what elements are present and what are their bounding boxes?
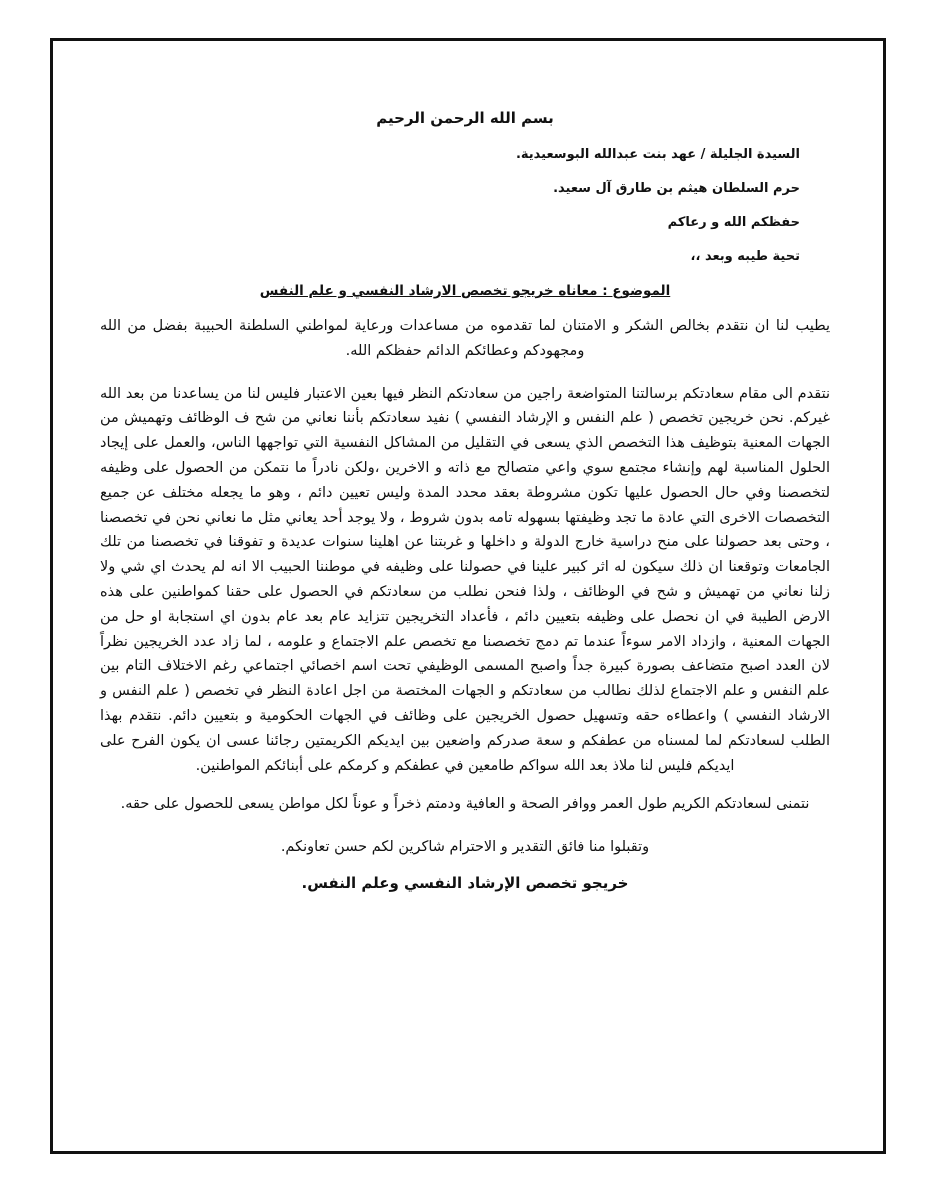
closing-line: وتقبلوا منا فائق التقدير و الاحترام شاكرين لكم حسن تعاونكم. [280,839,650,856]
subject-text: الموضوع : معاناه خريجو تخصص الارشاد النفسي و علم النفس [259,283,671,299]
greeting-blessing: حفظكم الله و رعاكم [667,215,800,230]
greeting-salutation: تحية طيبه وبعد ،، [690,249,800,264]
subject-line [100,282,830,300]
basmala: بسم الله الرحمن الرحيم [376,109,554,127]
intro-paragraph: يطيب لنا ان نتقدم بخالص الشكر و الامتنان لما تقدموه من مساعدات ورعاية لمواطني السلطنة الحبيبة بفضل من الله ومجهودكم وعطائكم الدائم حفظكم الله. [100,318,830,359]
addressee-name: السيدة الجليلة / عهد بنت عبدالله البوسعيدية. [515,147,800,162]
wish-paragraph: نتمنى لسعادتكم الكريم طول العمر ووافر الصحة و العافية ودمتم ذخراً و عوناً لكل مواطن يسعى للحصول على حقه. [120,796,810,813]
addressee-title: حرم السلطان هيثم بن طارق آل سعيد. [553,181,800,196]
signature: خريجو تخصص الإرشاد النفسي وعلم النفس. [301,874,629,893]
letter-body [100,108,830,893]
body-paragraph: نتقدم الى مقام سعادتكم برسالتنا المتواضعة راجين من سعادتكم النظر فيها بعين الاعتبار فليس لنا من يساعدنا من بعد الله غيركم. نحن خريجين تخصص ( علم النفس و الإرشاد النفسي ) نفيد سعادتكم بأننا نعاني من شح ف الوظائف وتهميش من الجهات المعنية بتوظيف هذا التخصص الذي يسعى في التقليل من المشاكل النفسية التي تواجهها الناس، والعمل على إيجاد الحلول المناسبة لهم وإنشاء مجتمع سوي واعي متصالح مع ذاته و الاخرين ،ولكن نادراً ما نتمكن من الحصول على وظيفه لتخصصنا وفي حال الحصول عليها تكون مشروطة بعقد محدد المدة وليس تعيين دائم ، وهو ما يجعله مختلف عن جميع التخصصات الاخرى التي عادة ما تجد وظيفتها بسهوله تامه بدون شروط ، ولا يوجد أحد يعاني مثل ما نعاني نحن في تخصصنا ، وحتى بعد حصولنا على منح دراسية خارج الدولة و داخلها و غربتنا عن اهلينا سنوات عديدة و تفوقنا في تخصصنا من تلك الجامعات وتوقعنا ان ذلك سيكون له اثر كبير علينا في حصولنا على وظيفه في موطننا الحبيب الا انه لم يحدث اي شي ولا زلنا نعاني من تهميش و شح في الوظائف ، ولذا فنحن نطلب من سعادتكم في الحصول على حقنا كمواطنين على هذه الارض الطيبة في ان نحصل على وظيفه بتعيين دائم ، فأعداد التخريجين تتزايد عام بعد عام بدون اي استجابة او حل من الجهات المعنية ، وازداد الامر سوءاً عندما تم دمج تخصصنا مع تخصص علم الاجتماع و علومه ، لما زاد عدد الخريجين نظراً لان العدد اصبح متضاعف بصورة كبيرة جداً واصبح المسمى الوظيفي تحت اسم اخصائي اجتماعي رغم الاختلاف التام بين علم النفس و علم الاجتماع لذلك نطالب من سعادتكم و الجهات المختصة من اجل اعادة النظر في تخصص ( علم النفس و الارشاد النفسي ) واعطاءه حقه وتسهيل حصول الخريجين على وظائف في الجهات الحكومية و بتعيين دائم. نتقدم بهذا الطلب لسعادتكم لما لمسناه من عطفكم و سعة صدركم واضعين بين ايديكم الكريمتين رجائنا عسى ان يكون الفرح على ايديكم فليس لنا ملاذ بعد الله سواكم طامعين في عطفكم و كرمكم على أبنائكم المواطنين. [100,385,830,774]
